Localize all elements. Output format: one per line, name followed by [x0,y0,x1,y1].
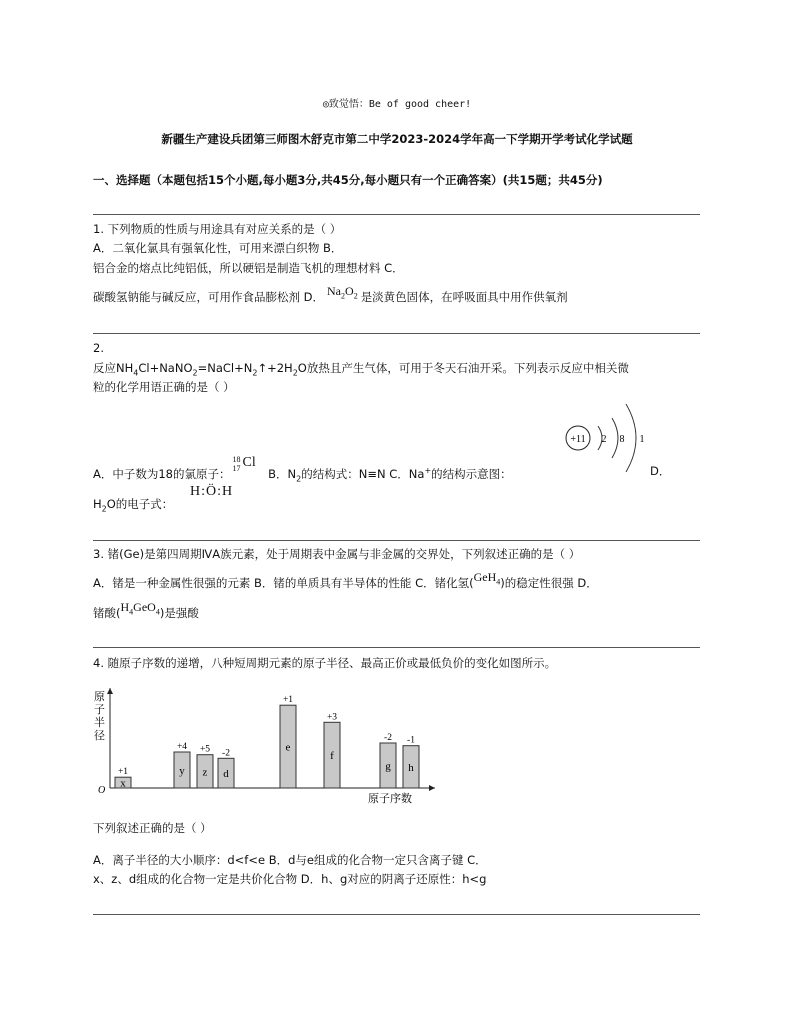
q2-line3: $H_2O$的电子式： [93,497,174,514]
bar-valence-label: +1 [282,695,294,706]
q1-stem: 1. 下列物质的性质与用途具有对应关系的是（ ） [93,222,342,236]
bar-valence-label: -2 [384,733,392,743]
shell-arc-3 [626,404,636,472]
y-axis-label-char: 径 [94,729,105,742]
y-axis-arrow [107,688,113,694]
q3-line-a: A．锗是一种金属性很强的元素 B．锗的单质具有半导体的性能 C．锗化氢(GeH$_4$)的稳定性很强 D． [93,570,598,590]
atomic-radius-bar-chart [90,686,440,810]
divider [93,333,700,334]
na2o2-formula: $Na_2O_2$ [327,284,358,301]
bar-category-label: e [285,741,291,754]
water-lewis-structure: H:Ö:H [190,484,234,499]
bar-category-label: x [120,777,126,790]
h4geo4-formula: $H_4GeO_4$ [120,600,160,617]
q4-question: 下列叙述正确的是（ ） [93,821,212,835]
q1-line-c1: 碳酸氢钠能与碱反应，可用作食品膨松剂 D． [93,290,325,304]
section-heading: 一、选择题（本题包括15个小题,每小题3分,共45分,每小题只有一个正确答案）(共15题；共45分) [93,173,603,187]
q1-line-c [93,284,568,309]
q3-line-b: 锗酸$(H_4GeO_4)$是强酸 [93,600,199,620]
bar-category-label: z [202,766,208,779]
x-axis-arrow [429,785,435,791]
page-title: 新疆生产建设兵团第三师图木舒克市第二中学2023-2024学年高一下学期开学考试化学试题 [161,132,633,146]
q2-stem-line2: 粒的化学用语正确的是（ ） [93,380,235,394]
q4-stem: 4. 随原子序数的递增，八种短周期元素的原子半径、最高正价或最低负价的变化如图所示。 [93,656,557,670]
bar-valence-label: +5 [199,744,211,755]
bar-category-label: d [223,768,229,781]
q4-line-b: x、z、d组成的化合物一定是共价化合物 D．h、g对应的阴离子还原性：h<g [93,872,487,886]
chlorine-isotope: 18 17 Cl [232,455,256,473]
motto: ◎致觉悟：Be of good cheer! [322,99,472,110]
q1-line-c2: 是淡黄色固体，在呼吸面具中用作供氧剂 [360,290,568,304]
bar-category-label: h [408,761,414,774]
origin-label: O [98,785,106,796]
y-axis-label-char: 子 [94,703,105,716]
divider [93,214,700,215]
y-axis-label-char: 原 [94,690,105,703]
bar-valence-label: -1 [407,735,415,746]
shell-arc-2 [612,418,618,458]
q2-stem: 反应$NH_4Cl+NaNO_2=NaCl+N_2↑+2H_2O$放热且产生气体，可用于冬天石油开采。下列表示反应中相关微 [93,361,629,378]
bar-category-label: f [330,750,334,763]
na-ion-structure-diagram [560,396,655,478]
shell-count-1: 2 [601,434,607,445]
q4-line-a: A．离子半径的大小顺序：d<f<e B．d与e组成的化合物一定只含离子键 C． [93,853,487,867]
divider [93,914,700,915]
bar-valence-label: +1 [117,767,129,778]
q3-stem: 3. 锗(Ge)是第四周期ⅣA族元素，处于周期表中金属与非金属的交界处，下列叙述正确的是（ ） [93,547,581,561]
geh4-formula: GeH$_4$ [473,570,501,587]
shell-count-2: 8 [619,434,625,445]
q2-option-d: D． [650,464,671,478]
q2-number: 2. [93,341,104,355]
bar-category-label: g [385,760,391,773]
y-axis-label-char: 半 [94,716,105,729]
bar-category-label: y [179,765,185,777]
bar-valence-label: +4 [176,742,188,752]
q1-line-b: 铝合金的熔点比纯铝低，所以硬铝是制造飞机的理想材料 C． [93,261,404,275]
shell-count-3: 1 [639,434,645,445]
divider [93,540,700,541]
q2-options-line: A．中子数为18的氯原子： 18 17 Cl B．$N_2$的结构式：N≡N C．Na+的结构示意图： [93,455,512,484]
nucleus-charge: +11 [570,434,586,445]
divider [93,647,700,648]
bar-valence-label: -2 [222,748,230,759]
q1-line-a: A．二氧化氯具有强氧化性，可用来漂白织物 B． [93,241,343,255]
x-axis-label: 原子序数 [368,792,412,805]
bar-valence-label: +3 [326,712,338,723]
